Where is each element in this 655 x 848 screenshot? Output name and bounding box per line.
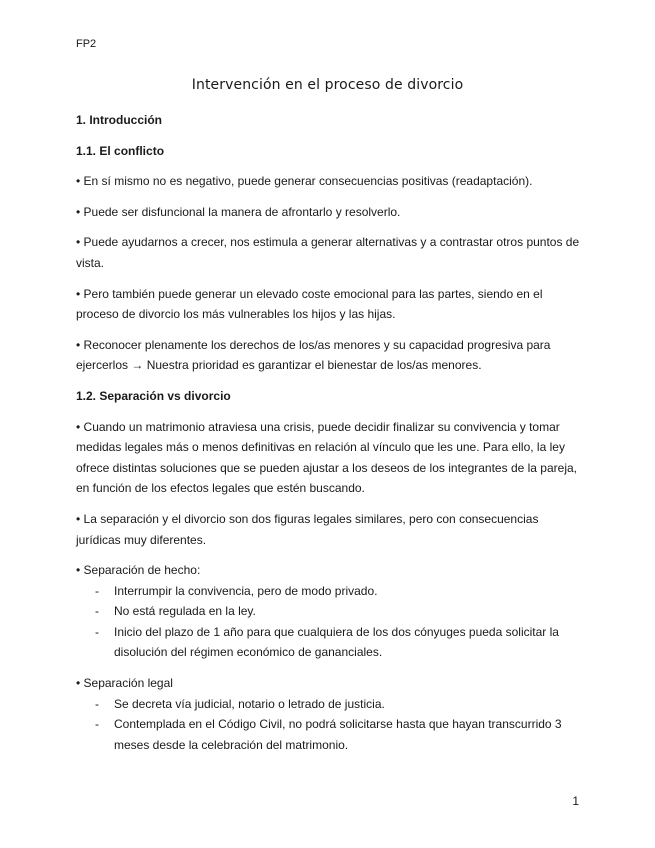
paragraph: • Reconocer plenamente los derechos de los/as menores y su capacidad progresiva para ejercerlos → Nuestra prioridad es garantizar el bienestar de los/as menores. xyxy=(76,337,551,373)
section-heading-introduccion: 1. Introducción xyxy=(76,113,163,127)
dash-marker: - xyxy=(95,696,99,711)
list-item xyxy=(76,694,586,715)
paragraph: • La separación y el divorcio son dos figuras legales similares, pero con consecuencias jurídicas muy diferentes. xyxy=(76,511,539,547)
dash-marker: - xyxy=(95,717,99,732)
list-item-text: Inicio del plazo de 1 año para que cualquiera de los dos cónyuges pueda solicitar la disolución del régimen económico de gananciales. xyxy=(114,624,559,660)
paragraph: • Puede ser disfuncional la manera de afrontarlo y resolverlo. xyxy=(76,204,401,219)
dash-marker: - xyxy=(95,583,99,598)
subsection-heading-conflicto: 1.1. El conflicto xyxy=(76,143,165,158)
list-item-text: Contemplada en el Código Civil, no podrá solicitarse hasta que hayan transcurrido 3 meses desde la celebración del matrimonio. xyxy=(114,717,562,752)
paragraph: • En sí mismo no es negativo, puede generar consecuencias positivas (readaptación). xyxy=(76,174,533,189)
paragraph: • Cuando un matrimonio atraviesa una crisis, puede decidir finalizar su convivencia y tomar medidas legales más o menos definitivas en relación al vínculo que les une. Para ello, la ley ofrece distintas soluciones que se pueden ajustar a los deseos de los integrantes de la pareja, en función de los efectos legales que estén buscando. xyxy=(76,419,577,496)
separacion-legal-list xyxy=(76,694,586,756)
paragraph: • Pero también puede generar un elevado coste emocional para las partes, siendo en el proceso de divorcio los más vulnerables los hijos y las hijas. xyxy=(76,286,543,322)
list-item xyxy=(76,601,586,622)
document-body xyxy=(76,110,586,765)
page-header: FP2 xyxy=(76,38,97,50)
paragraph: • Puede ayudarnos a crecer, nos estimula a generar alternativas y a contrastar otros puntos de vista. xyxy=(76,235,580,270)
subsection-heading-separacion-vs-divorcio: 1.2. Separación vs divorcio xyxy=(76,388,231,403)
dash-marker: - xyxy=(95,624,99,639)
separacion-de-hecho-list xyxy=(76,581,586,663)
separacion-de-hecho-block xyxy=(76,560,586,663)
list-item xyxy=(76,581,586,602)
list-label: • Separación de hecho: xyxy=(76,563,201,578)
list-label: • Separación legal xyxy=(76,676,173,691)
list-item-text: Interrumpir la convivencia, pero de modo privado. xyxy=(114,583,378,598)
list-item xyxy=(76,622,586,663)
document-title: Intervención en el proceso de divorcio xyxy=(191,77,464,93)
list-item-text: Se decreta vía judicial, notario o letrado de justicia. xyxy=(114,696,385,711)
list-item-text: No está regulada en la ley. xyxy=(114,604,256,619)
list-item xyxy=(76,714,586,755)
dash-marker: - xyxy=(95,604,99,619)
page-number: 1 xyxy=(572,794,579,808)
separacion-legal-block xyxy=(76,673,586,755)
